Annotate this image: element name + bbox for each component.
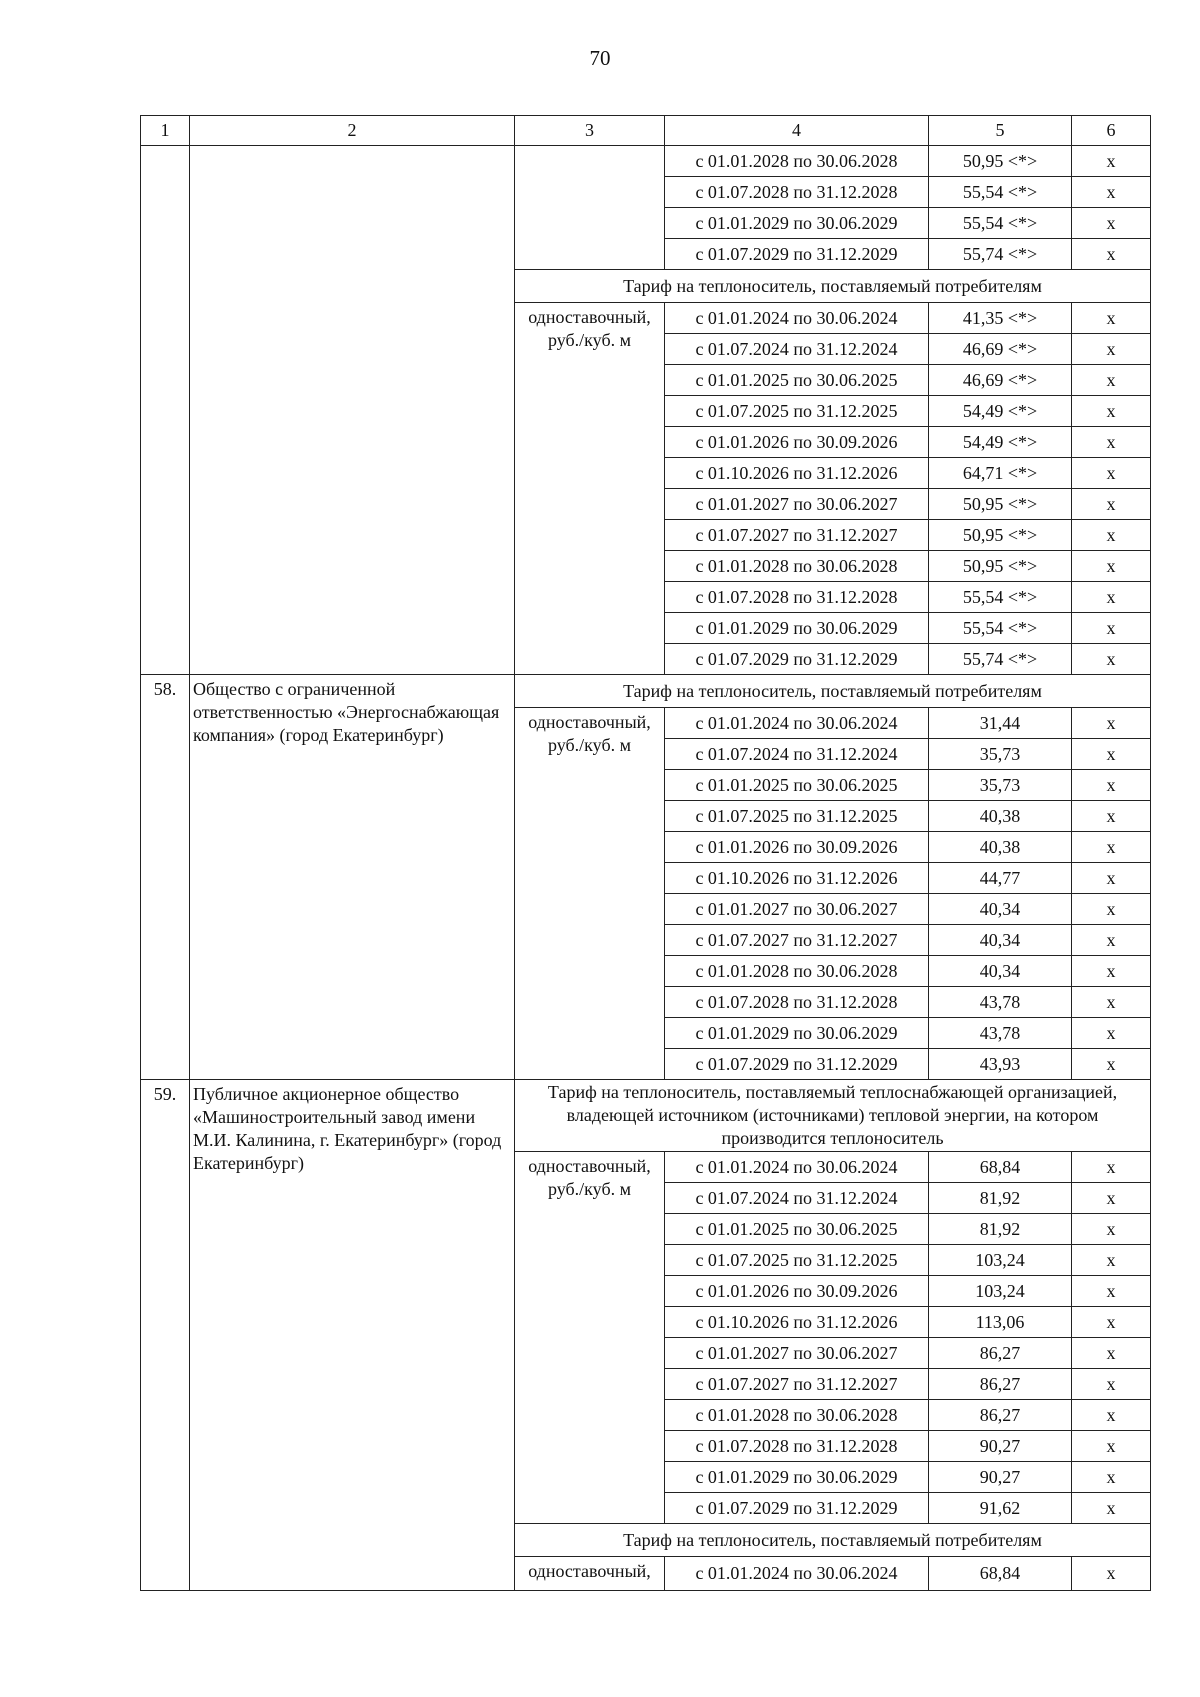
tariff-value-cell: 54,49 <*> xyxy=(929,427,1072,458)
mark-cell: х xyxy=(1072,613,1151,644)
period-cell: с 01.07.2024 по 31.12.2024 xyxy=(665,739,929,770)
mark-cell: х xyxy=(1072,1431,1151,1462)
header-row xyxy=(141,116,1151,146)
mark-cell: х xyxy=(1072,1276,1151,1307)
column-header: 3 xyxy=(515,116,665,146)
tariff-value-cell: 81,92 xyxy=(929,1183,1072,1214)
mark-cell: х xyxy=(1072,1493,1151,1524)
mark-cell: х xyxy=(1072,489,1151,520)
period-cell: с 01.07.2029 по 31.12.2029 xyxy=(665,239,929,270)
period-cell: с 01.07.2028 по 31.12.2028 xyxy=(665,987,929,1018)
mark-cell: х xyxy=(1072,1183,1151,1214)
row-number-cell: 58. xyxy=(141,675,190,1080)
mark-cell: х xyxy=(1072,1214,1151,1245)
tariff-value-cell: 50,95 <*> xyxy=(929,520,1072,551)
mark-cell: х xyxy=(1072,365,1151,396)
tariff-value-cell: 43,78 xyxy=(929,1018,1072,1049)
period-cell: с 01.07.2027 по 31.12.2027 xyxy=(665,520,929,551)
tariff-value-cell: 40,38 xyxy=(929,801,1072,832)
mark-cell: х xyxy=(1072,427,1151,458)
organization-name: Публичное акционерное общество «Машиностроительный завод имени М.И. Калинина, г. Екатеринбург» (город Екатеринбург) xyxy=(190,1080,515,1591)
mark-cell: х xyxy=(1072,1338,1151,1369)
period-cell: с 01.07.2024 по 31.12.2024 xyxy=(665,334,929,365)
tariff-value-cell: 68,84 xyxy=(929,1152,1072,1183)
mark-cell: х xyxy=(1072,208,1151,239)
unit-cell: одноставочный, руб./куб. м xyxy=(515,708,665,1080)
period-cell: с 01.01.2028 по 30.06.2028 xyxy=(665,1400,929,1431)
period-cell: с 01.01.2024 по 30.06.2024 xyxy=(665,708,929,739)
period-cell: с 01.01.2027 по 30.06.2027 xyxy=(665,489,929,520)
tariff-table xyxy=(140,115,1151,1591)
mark-cell: х xyxy=(1072,520,1151,551)
period-cell: с 01.07.2028 по 31.12.2028 xyxy=(665,1431,929,1462)
period-cell: с 01.01.2026 по 30.09.2026 xyxy=(665,1276,929,1307)
section-row xyxy=(141,675,1151,708)
tariff-value-cell: 50,95 <*> xyxy=(929,146,1072,177)
period-cell: с 01.01.2027 по 30.06.2027 xyxy=(665,894,929,925)
tariff-value-cell: 35,73 xyxy=(929,739,1072,770)
tariff-value-cell: 91,62 xyxy=(929,1493,1072,1524)
unit-cell: одноставочный, руб./куб. м xyxy=(515,303,665,675)
mark-cell: х xyxy=(1072,1557,1151,1591)
tariff-value-cell: 50,95 <*> xyxy=(929,551,1072,582)
unit-cell xyxy=(515,146,665,270)
tariff-value-cell: 46,69 <*> xyxy=(929,334,1072,365)
period-cell: с 01.01.2025 по 30.06.2025 xyxy=(665,770,929,801)
tariff-value-cell: 113,06 xyxy=(929,1307,1072,1338)
period-cell: с 01.07.2024 по 31.12.2024 xyxy=(665,1183,929,1214)
mark-cell: х xyxy=(1072,644,1151,675)
mark-cell: х xyxy=(1072,177,1151,208)
period-cell: с 01.01.2024 по 30.06.2024 xyxy=(665,1152,929,1183)
tariff-value-cell: 103,24 xyxy=(929,1245,1072,1276)
tariff-value-cell: 103,24 xyxy=(929,1276,1072,1307)
period-cell: с 01.07.2029 по 31.12.2029 xyxy=(665,1049,929,1080)
tariff-value-cell: 64,71 <*> xyxy=(929,458,1072,489)
period-cell: с 01.01.2025 по 30.06.2025 xyxy=(665,1214,929,1245)
period-cell: с 01.01.2029 по 30.06.2029 xyxy=(665,1462,929,1493)
period-cell: с 01.07.2028 по 31.12.2028 xyxy=(665,177,929,208)
period-cell: с 01.01.2025 по 30.06.2025 xyxy=(665,365,929,396)
mark-cell: х xyxy=(1072,1369,1151,1400)
tariff-value-cell: 90,27 xyxy=(929,1462,1072,1493)
page-number: 70 xyxy=(589,46,611,70)
mark-cell: х xyxy=(1072,1018,1151,1049)
tariff-value-cell: 40,38 xyxy=(929,832,1072,863)
column-header: 6 xyxy=(1072,116,1151,146)
period-cell: с 01.07.2027 по 31.12.2027 xyxy=(665,925,929,956)
mark-cell: х xyxy=(1072,987,1151,1018)
mark-cell: х xyxy=(1072,458,1151,489)
mark-cell: х xyxy=(1072,739,1151,770)
period-cell: с 01.07.2025 по 31.12.2025 xyxy=(665,1245,929,1276)
period-cell: с 01.07.2029 по 31.12.2029 xyxy=(665,1493,929,1524)
mark-cell: х xyxy=(1072,1462,1151,1493)
period-cell: с 01.10.2026 по 31.12.2026 xyxy=(665,863,929,894)
mark-cell: х xyxy=(1072,396,1151,427)
mark-cell: х xyxy=(1072,303,1151,334)
table-row xyxy=(141,146,1151,177)
period-cell: с 01.01.2029 по 30.06.2029 xyxy=(665,613,929,644)
mark-cell: х xyxy=(1072,1307,1151,1338)
organization-name: Общество с ограниченной ответственностью «Энергоснабжающая компания» (город Екатеринбург) xyxy=(190,675,515,1080)
mark-cell: х xyxy=(1072,239,1151,270)
period-cell: с 01.01.2026 по 30.09.2026 xyxy=(665,427,929,458)
period-cell: с 01.07.2027 по 31.12.2027 xyxy=(665,1369,929,1400)
period-cell: с 01.07.2025 по 31.12.2025 xyxy=(665,801,929,832)
period-cell: с 01.01.2028 по 30.06.2028 xyxy=(665,551,929,582)
tariff-value-cell: 90,27 xyxy=(929,1431,1072,1462)
period-cell: с 01.01.2028 по 30.06.2028 xyxy=(665,146,929,177)
mark-cell: х xyxy=(1072,801,1151,832)
tariff-value-cell: 68,84 xyxy=(929,1557,1072,1591)
tariff-value-cell: 81,92 xyxy=(929,1214,1072,1245)
section-title: Тариф на теплоноситель, поставляемый теплоснабжающей организацией, владеющей источником (источниками) тепловой энергии, на котором производится теплоноситель xyxy=(515,1080,1151,1152)
tariff-value-cell: 41,35 <*> xyxy=(929,303,1072,334)
mark-cell: х xyxy=(1072,1400,1151,1431)
period-cell: с 01.01.2024 по 30.06.2024 xyxy=(665,1557,929,1591)
tariff-value-cell: 35,73 xyxy=(929,770,1072,801)
unit-cell: одноставочный, xyxy=(515,1557,665,1591)
mark-cell: х xyxy=(1072,708,1151,739)
tariff-value-cell: 55,74 <*> xyxy=(929,239,1072,270)
tariff-value-cell: 55,54 <*> xyxy=(929,613,1072,644)
tariff-value-cell: 31,44 xyxy=(929,708,1072,739)
row-number-cell xyxy=(141,146,190,675)
tariff-value-cell: 50,95 <*> xyxy=(929,489,1072,520)
period-cell: с 01.01.2029 по 30.06.2029 xyxy=(665,208,929,239)
column-header: 5 xyxy=(929,116,1072,146)
mark-cell: х xyxy=(1072,832,1151,863)
period-cell: с 01.07.2025 по 31.12.2025 xyxy=(665,396,929,427)
period-cell: с 01.01.2028 по 30.06.2028 xyxy=(665,956,929,987)
tariff-value-cell: 55,54 <*> xyxy=(929,208,1072,239)
mark-cell: х xyxy=(1072,770,1151,801)
tariff-value-cell: 43,93 xyxy=(929,1049,1072,1080)
tariff-value-cell: 40,34 xyxy=(929,956,1072,987)
tariff-value-cell: 54,49 <*> xyxy=(929,396,1072,427)
unit-cell: одноставочный, руб./куб. м xyxy=(515,1152,665,1524)
period-cell: с 01.01.2024 по 30.06.2024 xyxy=(665,303,929,334)
tariff-value-cell: 46,69 <*> xyxy=(929,365,1072,396)
mark-cell: х xyxy=(1072,1049,1151,1080)
tariff-value-cell: 86,27 xyxy=(929,1338,1072,1369)
period-cell: с 01.07.2028 по 31.12.2028 xyxy=(665,582,929,613)
tariff-value-cell: 86,27 xyxy=(929,1400,1072,1431)
tariff-value-cell: 55,74 <*> xyxy=(929,644,1072,675)
tariff-value-cell: 40,34 xyxy=(929,925,1072,956)
mark-cell: х xyxy=(1072,863,1151,894)
section-title: Тариф на теплоноситель, поставляемый потребителям xyxy=(515,270,1151,303)
mark-cell: х xyxy=(1072,1152,1151,1183)
mark-cell: х xyxy=(1072,582,1151,613)
mark-cell: х xyxy=(1072,925,1151,956)
tariff-value-cell: 44,77 xyxy=(929,863,1072,894)
mark-cell: х xyxy=(1072,894,1151,925)
section-title: Тариф на теплоноситель, поставляемый потребителям xyxy=(515,675,1151,708)
period-cell: с 01.10.2026 по 31.12.2026 xyxy=(665,1307,929,1338)
mark-cell: х xyxy=(1072,334,1151,365)
tariff-value-cell: 86,27 xyxy=(929,1369,1072,1400)
section-title: Тариф на теплоноситель, поставляемый потребителям xyxy=(515,1524,1151,1557)
period-cell: с 01.10.2026 по 31.12.2026 xyxy=(665,458,929,489)
tariff-value-cell: 43,78 xyxy=(929,987,1072,1018)
tariff-value-cell: 55,54 <*> xyxy=(929,582,1072,613)
mark-cell: х xyxy=(1072,551,1151,582)
tariff-value-cell: 40,34 xyxy=(929,894,1072,925)
organization-cell xyxy=(190,146,515,675)
section-row xyxy=(141,1080,1151,1152)
mark-cell: х xyxy=(1072,146,1151,177)
period-cell: с 01.01.2029 по 30.06.2029 xyxy=(665,1018,929,1049)
column-header: 1 xyxy=(141,116,190,146)
period-cell: с 01.01.2026 по 30.09.2026 xyxy=(665,832,929,863)
tariff-value-cell: 55,54 <*> xyxy=(929,177,1072,208)
column-header: 2 xyxy=(190,116,515,146)
period-cell: с 01.01.2027 по 30.06.2027 xyxy=(665,1338,929,1369)
mark-cell: х xyxy=(1072,956,1151,987)
mark-cell: х xyxy=(1072,1245,1151,1276)
row-number-cell: 59. xyxy=(141,1080,190,1591)
period-cell: с 01.07.2029 по 31.12.2029 xyxy=(665,644,929,675)
column-header: 4 xyxy=(665,116,929,146)
